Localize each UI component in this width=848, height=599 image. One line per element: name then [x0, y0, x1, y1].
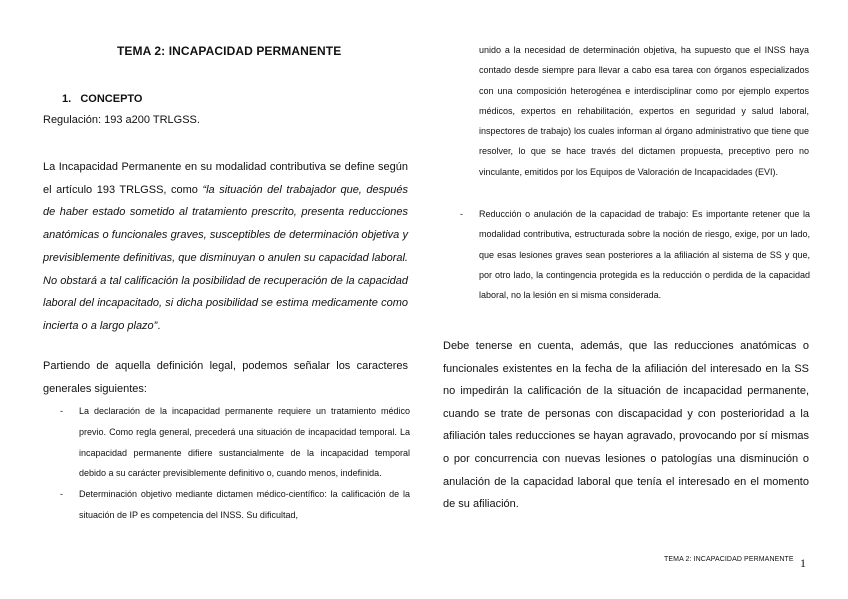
list-item-continuation: unido a la necesidad de determinación objetiva, ha supuesto que el INSS haya contado desde siempre para llevar a cabo esa tarea con órganos especializados con una composición heterogénea e interdisciplinar como por ejemplo expertos médicos, expertos en rehabilitación, expertos en seguridad y salud laboral, inspectores de trabajo) los cuales informan al órgano administrativo que tiene que resolver, lo que se hace través del dictamen propuesta, preceptivo pero no vinculante, emitidos por los Equipos de Valoración de Incapacidades (EVI).: [479, 45, 809, 177]
characters-list-left: [60, 401, 410, 526]
regulation-line: Regulación: 193 a200 TRLGSS.: [43, 114, 200, 126]
section-heading-concept: 1. CONCEPTO: [62, 93, 143, 105]
list-item-text: Determinación objetivo mediante dictamen médico-científico: la calificación de la situación de IP es competencia del INSS. Su dificultad,: [79, 489, 410, 520]
list-item-text: Reducción o anulación de la capacidad de trabajo: Es importante retener que la modalidad contributiva, estructurada sobre la noción de riesgo, exige, por un lado, que esas lesiones graves sean posteriores a la afiliación al sistema de SS y que, por otro lado, la contingencia protegida es la reducción o perdida de la capacidad laboral, no la lesión en si misma considerada.: [479, 209, 810, 301]
definition-intro: La Incapacidad Permanente en su modalidad contributiva se define según el artículo 193 TRLGSS, como: [43, 161, 408, 196]
document-title: TEMA 2: INCAPACIDAD PERMANENTE: [117, 44, 342, 58]
bullet-dash: -: [60, 489, 63, 500]
bullet-dash: -: [460, 209, 463, 219]
definition-quote: “la situación del trabajador que, después de haber estado sometido al tratamiento prescrito, presenta reducciones anatómicas o funcionales graves, susceptibles de determinación objetiva y previsiblemente definitivas, que disminuyan o anulen su capacidad laboral. No obstará a tal calificación la posibilidad de recuperación de la capacidad laboral del incapacitado, si dicha posibilidad se estima medicamente como incierta o a largo plazo”: [43, 183, 408, 332]
page-number: 1: [800, 556, 806, 570]
closing-paragraph: Debe tenerse en cuenta, además, que las reducciones anatómicas o funcionales existentes en la fecha de la afiliación del interesado en la SS no impedirán la calificación de la situación de incapacidad permanente, cuando se trate de personas con discapacidad y con posterioridad a la afiliación tales reducciones se hayan agravado, provocando por sí mismas o por concurrencia con nuevas lesiones o patologías una disminución o anulación de la capacidad laboral que tenía el interesado en el momento de su afiliación.: [443, 340, 809, 511]
bullet-dash: -: [60, 406, 63, 416]
definition-end: .: [157, 319, 161, 332]
footer-running-title: TEMA 2: INCAPACIDAD PERMANENTE: [664, 556, 794, 563]
list-item: [460, 204, 810, 305]
characters-intro-paragraph: Partiendo de aquella definición legal, podemos señalar los caracteres generales siguientes:: [43, 360, 408, 395]
list-item: [60, 401, 410, 484]
characters-list-right: [460, 204, 810, 305]
list-item: [60, 484, 410, 526]
list-item-text: La declaración de la incapacidad permanente requiere un tratamiento médico previo. Como regla general, precederá una situación de incapacidad temporal. La incapacidad permanente difiere sustancialmente de la incapacidad temporal debido a su carácter previsiblemente definitivo o, cuando menos, indefinida.: [79, 406, 410, 479]
definition-paragraph: [43, 156, 408, 338]
